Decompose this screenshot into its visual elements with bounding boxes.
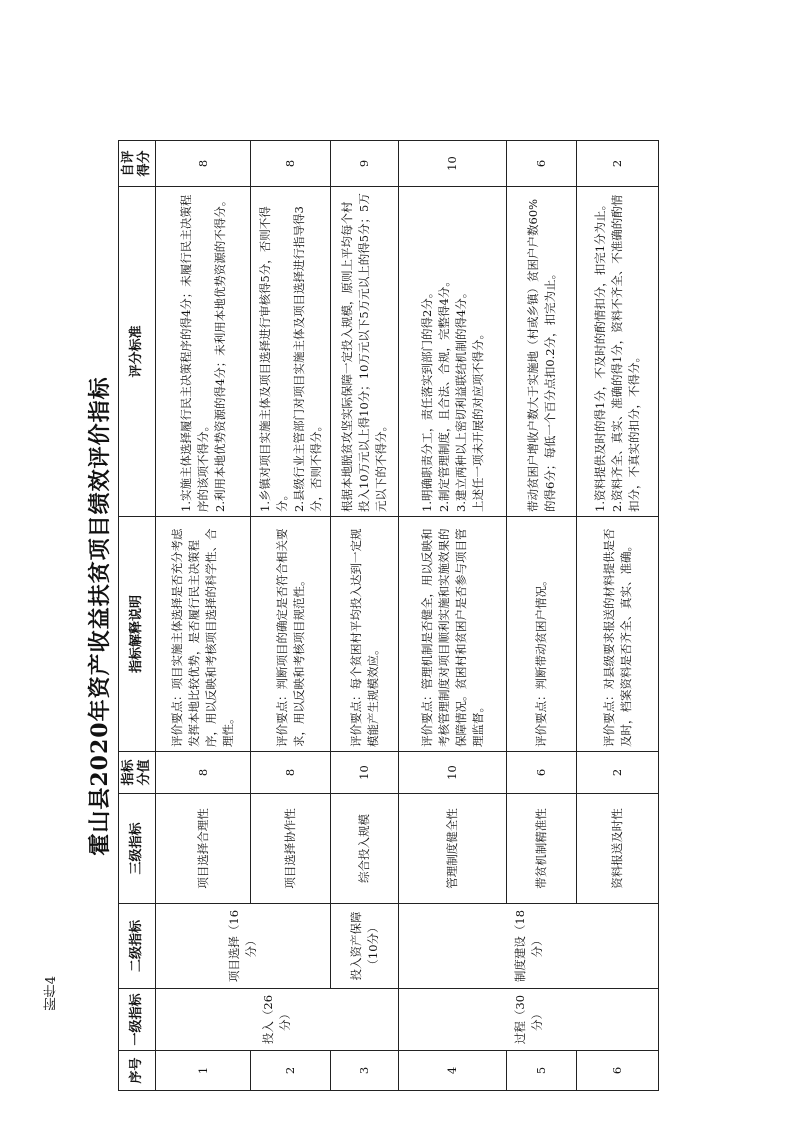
cell-score: 10	[331, 752, 399, 794]
cell-self-score: 10	[399, 141, 507, 187]
cell-seq: 2	[251, 1051, 331, 1091]
rotated-document	[82, 141, 727, 1091]
table-header-row	[119, 141, 156, 1091]
table-row	[331, 141, 399, 1091]
cell-level3: 项目选择合理性	[156, 794, 251, 904]
header-seq: 序号	[119, 1051, 156, 1091]
cell-self-score: 8	[251, 141, 331, 187]
cell-explanation: 评价要点：判断项目的确定是否符合相关要求，用以反映和考核项目规范性。	[251, 517, 331, 752]
cell-criteria: 1.明确职责分工，责任落实到部门的得2分。 2.制定管理制度，且合法、合规，完整得4分。 3.建立两种以上密切利益联结机制的得4分。 上述任一项未开展的对应项不得分。	[399, 187, 507, 517]
cell-criteria: 根据本地脱贫攻坚实际保障一定投入规模，原则上平均每个村投入10万元以上得10分；10万元以下5万元以上的得5分；5万元以下的不得分。	[331, 187, 399, 517]
cell-explanation: 评价要点：对县级要求报送的材料提供是否及时，档案资料是否齐全、真实、准确。	[577, 517, 659, 752]
cell-explanation: 评价要点：判断带动贫困户情况。	[507, 517, 577, 752]
cell-seq: 6	[577, 1051, 659, 1091]
cell-score: 10	[399, 752, 507, 794]
cell-level1: 过程（30分）	[399, 989, 659, 1051]
attachment-label: 附件4	[44, 976, 59, 1011]
header-explanation: 指标解释说明	[119, 517, 156, 752]
header-self-score: 自评得分	[119, 141, 156, 187]
cell-level2: 项目选择（16分）	[156, 904, 331, 989]
cell-level2: 制度建设（18分）	[399, 904, 659, 989]
cell-criteria: 带动贫困户增收户数大于实施地（村或乡镇）贫困户户数60%的得6分；每低一个百分点扣0.2分，扣完为止。	[507, 187, 577, 517]
cell-level3: 项目选择协作性	[251, 794, 331, 904]
cell-self-score: 8	[156, 141, 251, 187]
cell-seq: 1	[156, 1051, 251, 1091]
cell-seq: 3	[331, 1051, 399, 1091]
cell-level3: 管理制度健全性	[399, 794, 507, 904]
cell-score: 8	[156, 752, 251, 794]
cell-criteria: 1.实施主体选择履行民主决策程序的得4分；未履行民主决策程序的该项不得分。 2.利用本地优势资源的得4分；未利用本地优势资源的不得分。	[156, 187, 251, 517]
header-score: 指标分值	[119, 752, 156, 794]
cell-score: 8	[251, 752, 331, 794]
cell-self-score: 6	[507, 141, 577, 187]
table-row	[399, 141, 507, 1091]
cell-explanation: 评价要点：管理机制是否健全，用以反映和考核管理制度对项目顺利实施和实施效果的保障情况。贫困村和贫困户是否参与项目管理监督。	[399, 517, 507, 752]
cell-explanation: 评价要点：每个贫困村平均投入达到一定规模能产生规模效应。	[331, 517, 399, 752]
cell-level3: 资料报送及时性	[577, 794, 659, 904]
table-row	[156, 141, 251, 1091]
header-criteria: 评分标准	[119, 187, 156, 517]
cell-level3: 综合投入规模	[331, 794, 399, 904]
cell-seq: 4	[399, 1051, 507, 1091]
cell-criteria: 1.资料提供及时的得1分，不及时的酌情扣分，扣完1分为止。 2.资料齐全、真实、准确的得1分，资料不齐全、不准确的酌情扣分，不真实的扣分，不得分。	[577, 187, 659, 517]
cell-explanation: 评价要点：项目实施主体选择是否充分考虑发挥本地比较优势，是否履行民主决策程序，用以反映和考核项目选择的科学性、合理性。	[156, 517, 251, 752]
cell-self-score: 2	[577, 141, 659, 187]
cell-score: 2	[577, 752, 659, 794]
header-level3: 三级指标	[119, 794, 156, 904]
cell-level1: 投入（26分）	[156, 989, 399, 1051]
cell-seq: 5	[507, 1051, 577, 1091]
cell-level2: 投入资产保障（10分）	[331, 904, 399, 989]
cell-criteria: 1.乡镇对项目实施主体及项目选择进行审核得5分，否则不得分。 2.县级行业主管部门对项目实施主体及项目选择进行指导得3分，否则不得分。	[251, 187, 331, 517]
cell-level3: 带贫机制精准性	[507, 794, 577, 904]
cell-score: 6	[507, 752, 577, 794]
evaluation-table	[118, 140, 659, 1091]
header-level2: 二级指标	[119, 904, 156, 989]
header-level1: 一级指标	[119, 989, 156, 1051]
cell-self-score: 9	[331, 141, 399, 187]
document-title: 霍山县2020年资产收益扶贫项目绩效评价指标	[87, 376, 113, 856]
